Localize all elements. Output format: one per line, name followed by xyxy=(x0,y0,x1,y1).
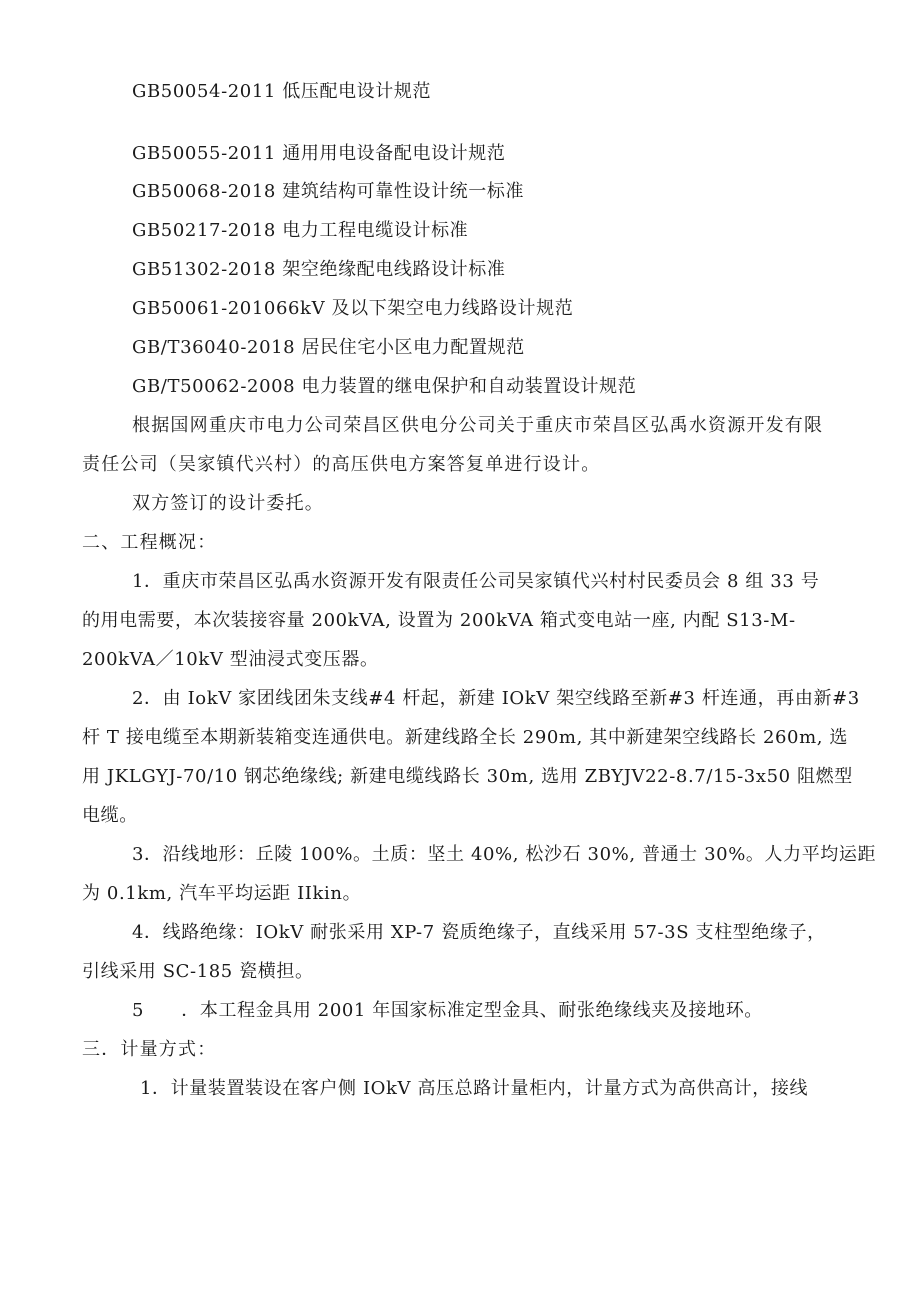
section-heading-project-overview: 二、工程概况： xyxy=(82,532,217,553)
standard-line: GB/T36040-2018 居民住宅小区电力配置规范 xyxy=(132,337,525,358)
overview-item-4-line: 引线采用 SC-185 瓷横担。 xyxy=(82,961,314,982)
basis-paragraph-line: 责任公司（吴家镇代兴村）的高压供电方案答复单进行设计。 xyxy=(82,454,601,475)
overview-item-2-line: 杆 T 接电缆至本期新装箱变连通供电。新建线路全长 290m, 其中新建架空线路长 260m, 选 xyxy=(82,727,849,748)
section-heading-metering-method: 三．计量方式： xyxy=(82,1039,217,1060)
overview-item-3-line: 为 0.1km, 汽车平均运距 IIkin。 xyxy=(82,883,362,904)
standard-line: GB51302-2018 架空绝缘配电线路设计标准 xyxy=(132,259,506,280)
overview-item-5-line: 5 ．本工程金具用 2001 年国家标准定型金具、耐张绝缘线夹及接地环。 xyxy=(132,1000,763,1021)
overview-item-1-line: 的用电需要，本次装接容量 200kVA, 设置为 200kVA 箱式变电站一座, 内配 S13-M- xyxy=(82,610,796,631)
metering-item-1-line: 1．计量装置装设在客户侧 IOkV 高压总路计量柜内，计量方式为高供高计，接线 xyxy=(140,1078,809,1099)
standard-line: GB50217-2018 电力工程电缆设计标准 xyxy=(132,220,469,241)
standard-line: GB50054-2011 低压配电设计规范 xyxy=(132,81,432,102)
overview-item-1-line: 1．重庆市荣昌区弘禹水资源开发有限责任公司吴家镇代兴村村民委员会 8 组 33 号 xyxy=(132,571,820,592)
overview-item-3-line: 3．沿线地形：丘陵 100%。土质：坚土 40%, 松沙石 30%, 普通士 30%。人力平均运距 xyxy=(132,844,877,865)
overview-item-2-line: 用 JKLGYJ-70/10 钢芯绝缘线; 新建电缆线路长 30m, 选用 ZBYJV22-8.7/15-3x50 阻燃型 xyxy=(82,766,853,787)
overview-item-2-line: 2．由 IokV 家团线团朱支线#4 杆起，新建 IOkV 架空线路至新#3 杆连通，再由新#3 xyxy=(132,688,860,709)
standard-line: GB50068-2018 建筑结构可靠性设计统一标准 xyxy=(132,181,525,202)
standard-line: GB50061-201066kV 及以下架空电力线路设计规范 xyxy=(132,298,574,319)
standard-line: GB50055-2011 通用用电设备配电设计规范 xyxy=(132,143,506,164)
overview-item-1-line: 200kVA／10kV 型油浸式变压器。 xyxy=(82,649,379,670)
overview-item-2-line: 电缆。 xyxy=(82,805,138,826)
overview-item-4-line: 4．线路绝缘：IOkV 耐张采用 XP-7 瓷质绝缘子，直线采用 57-3S 支柱型绝缘子， xyxy=(132,922,826,943)
standard-line: GB/T50062-2008 电力装置的继电保护和自动装置设计规范 xyxy=(132,376,637,397)
basis-paragraph-line: 双方签订的设计委托。 xyxy=(132,493,324,514)
basis-paragraph-line: 根据国网重庆市电力公司荣昌区供电分公司关于重庆市荣昌区弘禹水资源开发有限 xyxy=(132,415,824,436)
